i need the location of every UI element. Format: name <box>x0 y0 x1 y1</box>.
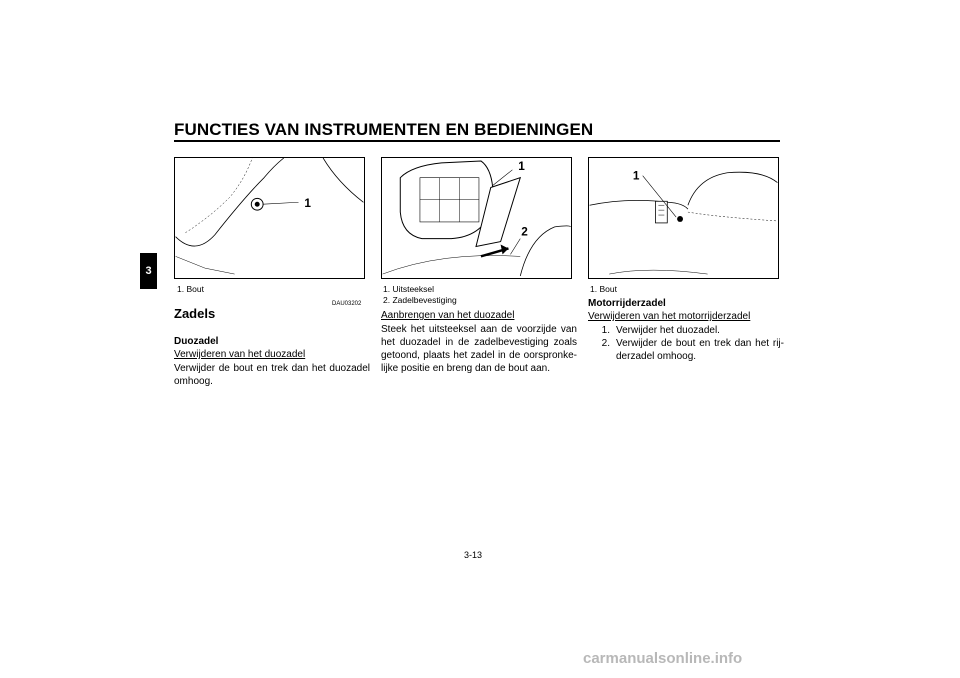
body-text: Steek het uitsteeksel aan de voorzijde van het duozadel in de zadelbevestiging zoals getoond, plaats het zadel in de oorspronke-lijke positie en breng dan de bout aan. <box>381 324 577 374</box>
figure-caption: 1. Bout <box>177 284 204 294</box>
figure-passenger-seat-bolt <box>174 157 365 279</box>
figure-seat-holder <box>381 157 572 279</box>
subsection-title: Verwijderen van het duozadel <box>174 349 306 360</box>
steps-list <box>588 324 784 363</box>
figure-callout: 1 <box>632 168 640 183</box>
chapter-tab: 3 <box>140 253 157 289</box>
figure-callout: 1 <box>304 196 311 211</box>
subheading-passenger-seat: Duozadel <box>174 336 219 347</box>
figure-rider-seat-bolt <box>588 157 779 279</box>
figure-caption: 1. Bout <box>590 284 617 294</box>
subsection-title: Aanbrengen van het duozadel <box>381 310 515 321</box>
body-text: Verwijder de bout en trek dan het duozadel omhoog. <box>174 363 370 387</box>
section-heading: Zadels <box>174 306 216 321</box>
page-number: 3-13 <box>464 550 483 560</box>
watermark: carmanualsonline.info <box>583 650 743 667</box>
header-rule <box>174 140 780 142</box>
subheading-rider-seat: Motorrijderzadel <box>588 298 666 309</box>
page-header-title: FUNCTIES VAN INSTRUMENTEN EN BEDIENINGEN <box>174 120 594 139</box>
figure-callout: 1 <box>518 158 525 173</box>
document-code: DAU03202 <box>332 301 362 307</box>
list-item: 1. Verwijder het duozadel. <box>601 325 720 336</box>
figure-callout: 2 <box>521 224 528 239</box>
subsection-title: Verwijderen van het motorrijderzadel <box>588 311 751 322</box>
figure-caption: 1. Uitsteeksel 2. Zadelbevestiging <box>383 284 457 305</box>
list-item: 2. Verwijder de bout en trek dan het rij-derzadel omhoog. <box>601 338 784 362</box>
